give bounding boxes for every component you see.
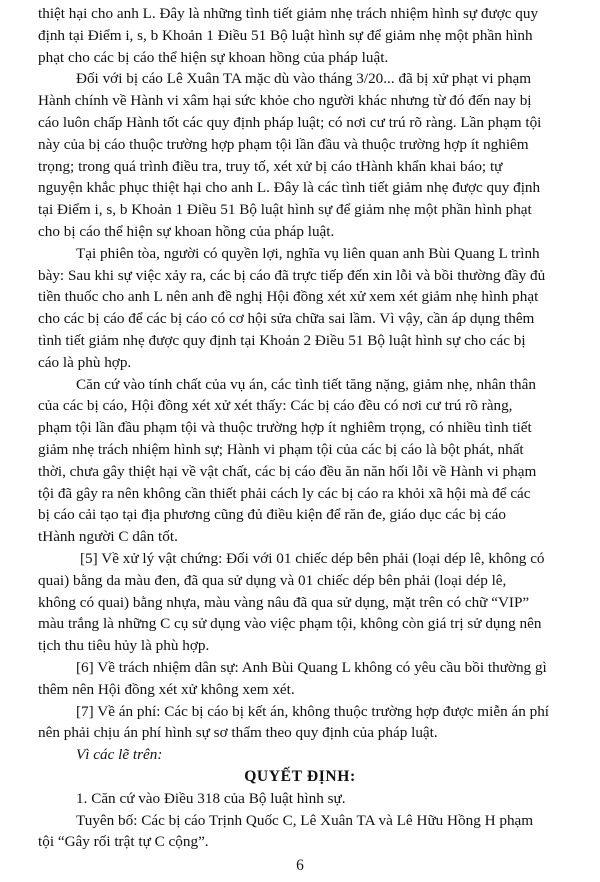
text-line: tình tiết giảm nhẹ được quy định tại Khoản 2 Điều 51 Bộ luật hình sự cho các bị [38, 332, 526, 349]
text-line: tHành người C dân tốt. [38, 528, 178, 546]
text-line: quai) bằng da màu đen, đã qua sử dụng và 01 chiếc dép bên phải (loại dép lê, [38, 571, 507, 589]
text-line: cáo luôn chấp Hành tốt các quy định pháp luật; có nơi cư trú rõ ràng. Lần phạm tội [38, 114, 542, 131]
closing-phrase: Vì các lẽ trên: [76, 746, 163, 764]
text-line: tiền thuốc cho anh L nên anh đề nghị Hội đồng xét xử xem xét giảm nhẹ hình phạt [38, 288, 539, 306]
paragraph-first-line: [6] Về trách nhiệm dân sự: Anh Bùi Quang L không có yêu cầu bồi thường gì [76, 658, 547, 676]
text-line: giảm nhẹ trách nhiệm hình sự; Hành vi phạm tội của các bị cáo là bột phát, nhất [38, 440, 524, 458]
text-line: bị cáo cải tạo tại địa phương cũng đủ điều kiện để răn đe, giáo dục các bị cáo [38, 506, 506, 524]
text-line: cho bị cáo thể hiện sự khoan hồng của pháp luật. [38, 223, 335, 240]
text-line: tội đã gây ra nên không cần thiết phải cách ly các bị cáo ra khỏi xã hội mà để các [38, 484, 531, 502]
text-line: thêm nên Hội đồng xét xử không xem xét. [38, 680, 295, 698]
paragraph-first-line: Tại phiên tòa, người có quyền lợi, nghĩa vụ liên quan anh Bùi Quang L trình [76, 244, 540, 262]
text-line: bày: Sau khi sự việc xảy ra, các bị cáo đã trực tiếp đến xin lỗi và bồi thường đầy đủ [38, 266, 546, 284]
text-line: định tại Điểm i, s, b Khoản 1 Điều 51 Bộ luật hình sự để giảm nhẹ một phần hình [38, 26, 533, 44]
paragraph-first-line: [7] Về án phí: Các bị cáo bị kết án, không thuộc trường hợp được miễn án phí [76, 702, 550, 720]
text-line: của các bị cáo, Hội đồng xét xử xét thấy: Các bị cáo đều có nơi cư trú rõ ràng, [38, 397, 513, 415]
text-line: tội “Gây rối trật tự C cộng”. [38, 833, 209, 851]
paragraph-first-line: Tuyên bố: Các bị cáo Trịnh Quốc C, Lê Xuân TA và Lê Hữu Hồng H phạm [76, 811, 534, 829]
text-line: trọng; trong quá trình điều tra, truy tố, xét xử bị cáo tHành khẩn khai báo; tự [38, 157, 503, 175]
page-number: 6 [296, 857, 304, 874]
paragraph-first-line: Đối với bị cáo Lê Xuân TA mặc dù vào tháng 3/20... đã bị xử phạt vi phạm [76, 70, 532, 88]
text-line: màu trắng là những C cụ sử dụng vào việc phạm tội, không còn giá trị sử dụng nên [38, 615, 542, 633]
text-line: thời, chưa gây thiệt hại về vật chất, các bị cáo đều ăn năn hối lỗi về Hành vi phạm [38, 462, 537, 480]
paragraph-first-line: 1. Căn cứ vào Điều 318 của Bộ luật hình sự. [76, 789, 346, 807]
text-line: nguyện khắc phục thiệt hại cho anh L. Đây là các tình tiết giảm nhẹ được quy định [38, 179, 541, 197]
text-line: tịch thu tiêu hủy là phù hợp. [38, 637, 210, 655]
paragraph-first-line: [5] Về xử lý vật chứng: Đối với 01 chiếc dép bên phải (loại dép lê, không có [80, 549, 545, 567]
text-line: cho các bị cáo để các bị cáo có cơ hội sửa chữa sai lầm. Vì vậy, cần áp dụng thêm [38, 310, 535, 328]
text-line: không có quai) bằng nhựa, màu vàng nâu đã qua sử dụng, mặt trên có chữ “VIP” [38, 593, 530, 611]
text-line: phạm tội lần đầu phạm tội và thuộc trường hợp ít nghiêm trọng, có nhiều tình tiết [38, 419, 532, 437]
text-line: Hành chính về Hành vi xâm hại sức khỏe cho người khác nhưng từ đó đến nay bị [38, 92, 532, 110]
paragraph-first-line: Căn cứ vào tính chất của vụ án, các tình tiết tăng nặng, giảm nhẹ, nhân thân [76, 375, 536, 393]
text-line: thiệt hại cho anh L. Đây là những tình tiết giảm nhẹ trách nhiệm hình sự được quy [38, 5, 539, 22]
text-line: này của bị cáo thuộc trường hợp phạm tội lần đầu và thuộc trường hợp ít nghiêm [38, 135, 529, 153]
text-line: tại Điểm i, s, b Khoản 1 Điều 51 Bộ luật hình sự để giảm nhẹ một phần hình phạt [38, 201, 532, 219]
text-line: phạt cho các bị cáo thể hiện sự khoan hồng của pháp luật. [38, 48, 389, 66]
decision-heading: QUYẾT ĐỊNH: [244, 767, 356, 785]
text-line: nên phải chịu án phí hình sự sơ thẩm theo quy định của pháp luật. [38, 724, 438, 742]
text-line: cáo là phù hợp. [38, 353, 132, 371]
